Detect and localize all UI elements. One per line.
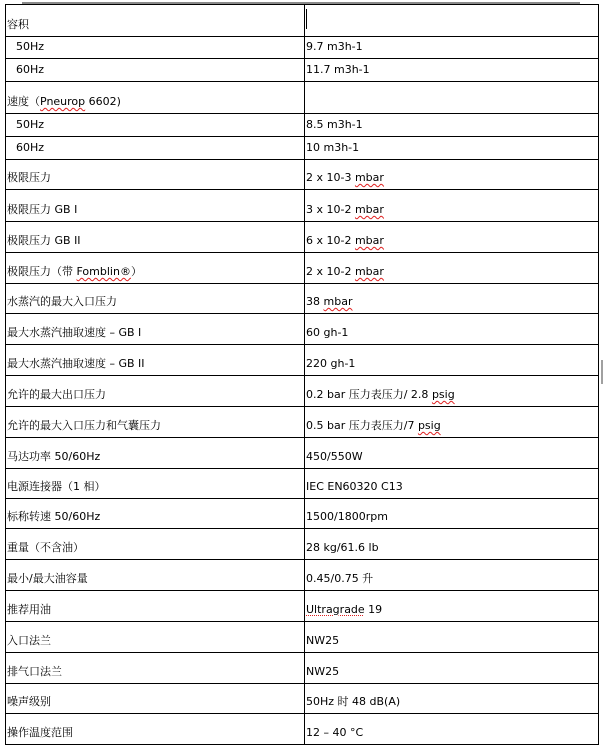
spec-value-cell[interactable] — [305, 160, 599, 190]
spec-value — [306, 171, 384, 189]
spec-label-cell[interactable] — [6, 529, 305, 560]
spec-value-cell[interactable] — [305, 591, 599, 622]
spec-label-cell[interactable] — [6, 407, 305, 438]
spec-value-cell[interactable] — [305, 314, 599, 345]
table-row — [6, 190, 599, 222]
spec-label-cell[interactable] — [6, 469, 305, 499]
table-row — [6, 591, 599, 622]
spec-value: 9.7 m3h-1 — [306, 40, 363, 53]
spec-value — [306, 603, 382, 621]
spellcheck-word: mbar — [354, 265, 384, 278]
spec-label-part: 极限压力（带 — [7, 265, 77, 278]
table-row — [6, 222, 599, 253]
spec-label: 操作温度范围 — [7, 726, 73, 739]
spec-label-cell[interactable] — [6, 314, 305, 345]
spec-label-cell[interactable] — [6, 137, 305, 160]
spec-value-cell[interactable] — [305, 114, 599, 137]
spec-label: 推荐用油 — [7, 603, 51, 616]
spellcheck-word: Fomblin® — [76, 265, 131, 278]
spec-label: 标称转速 50/60Hz — [7, 510, 101, 523]
spec-value-part: 19 — [364, 603, 383, 616]
spellcheck-word: mbar — [323, 295, 353, 308]
spellcheck-word: mbar — [354, 234, 384, 247]
spec-label-cell[interactable] — [6, 591, 305, 622]
spec-value: 8.5 m3h-1 — [306, 118, 363, 131]
spec-value-cell[interactable] — [305, 222, 599, 253]
table-row — [6, 345, 599, 376]
spec-value-part: 2 x 10-3 — [306, 171, 355, 184]
table-row — [6, 137, 599, 160]
spec-label: 60Hz — [16, 63, 45, 76]
scroll-mark — [601, 360, 603, 384]
spec-value-cell[interactable] — [305, 376, 599, 407]
spec-label: 噪声级别 — [7, 695, 51, 708]
spec-value-cell[interactable] — [305, 622, 599, 653]
spec-value-cell[interactable] — [305, 469, 599, 499]
spec-value: 50Hz 时 48 dB(A) — [306, 695, 401, 708]
table-row — [6, 82, 599, 114]
spellcheck-word: Ultragrade — [306, 603, 365, 616]
spec-value — [306, 203, 384, 221]
spec-label: 电源连接器（1 相） — [7, 480, 106, 493]
spec-label — [7, 95, 121, 113]
table-row — [6, 314, 599, 345]
spec-label: 最大水蒸汽抽取速度 – GB I — [7, 326, 142, 339]
spec-value-part: 6 x 10-2 — [306, 234, 355, 247]
spec-label: 允许的最大出口压力 — [7, 388, 106, 401]
table-row — [6, 499, 599, 529]
table-row — [6, 469, 599, 499]
spec-value-part: 0.5 bar 压力表压力/7 — [306, 419, 418, 432]
spec-label-cell[interactable] — [6, 190, 305, 222]
spellcheck-word: Pneurop — [40, 95, 86, 108]
spec-label-cell[interactable] — [6, 684, 305, 714]
spec-label: 50Hz — [16, 40, 45, 53]
spec-value-cell[interactable] — [305, 499, 599, 529]
spellcheck-word: mbar — [354, 203, 384, 216]
spec-table-body — [6, 5, 599, 745]
spec-label: 极限压力 GB II — [7, 234, 81, 247]
spec-value-part: 3 x 10-2 — [306, 203, 355, 216]
spellcheck-word: psig — [417, 419, 441, 432]
spec-label: 入口法兰 — [7, 634, 51, 647]
table-row — [6, 160, 599, 190]
spec-value: 450/550W — [306, 450, 363, 463]
table-row — [6, 407, 599, 438]
spec-label-part: 6602) — [85, 95, 121, 108]
spec-value-cell[interactable] — [305, 190, 599, 222]
spec-value-cell[interactable] — [305, 684, 599, 714]
spec-table — [5, 4, 599, 745]
spec-value-cell[interactable] — [305, 653, 599, 684]
spec-label-cell[interactable] — [6, 253, 305, 284]
spec-value: 60 gh-1 — [306, 326, 349, 339]
spec-value-part: 0.2 bar 压力表压力/ 2.8 — [306, 388, 432, 401]
spec-value: IEC EN60320 C13 — [306, 480, 403, 493]
table-row — [6, 253, 599, 284]
spec-label: 排气口法兰 — [7, 665, 62, 678]
spec-label-cell[interactable] — [6, 114, 305, 137]
table-row — [6, 376, 599, 407]
spec-label: 马达功率 50/60Hz — [7, 450, 101, 463]
spec-value-cell[interactable] — [305, 345, 599, 376]
spec-value — [306, 419, 441, 437]
spec-value: NW25 — [306, 665, 340, 678]
spec-value: 1500/1800rpm — [306, 510, 388, 523]
spec-label: 最小/最大油容量 — [7, 572, 88, 585]
spec-value: 11.7 m3h-1 — [306, 63, 370, 76]
spec-value-cell[interactable] — [305, 438, 599, 469]
spec-value: 220 gh-1 — [306, 357, 356, 370]
spec-value-cell[interactable] — [305, 82, 599, 114]
spec-value-cell[interactable] — [305, 253, 599, 284]
spec-label: 50Hz — [16, 118, 45, 131]
spec-value-cell[interactable] — [305, 714, 599, 745]
spec-label: 极限压力 GB I — [7, 203, 78, 216]
spec-value: 12 – 40 °C — [306, 726, 364, 739]
spec-label-cell[interactable] — [6, 82, 305, 114]
spec-label: 重量（不含油） — [7, 541, 84, 554]
spec-value — [306, 234, 384, 252]
table-row — [6, 714, 599, 745]
table-row — [6, 284, 599, 314]
spec-value: 0.45/0.75 升 — [306, 572, 374, 585]
spec-value-cell[interactable] — [305, 137, 599, 160]
spec-value-cell[interactable] — [305, 5, 599, 37]
spec-label-part: 速度（ — [7, 95, 40, 108]
spec-value-cell[interactable] — [305, 560, 599, 591]
spec-label-cell[interactable] — [6, 714, 305, 745]
table-row — [6, 684, 599, 714]
spec-value-cell[interactable] — [305, 529, 599, 560]
spec-label: 容积 — [7, 18, 29, 31]
spec-value — [306, 265, 384, 283]
table-row — [6, 529, 599, 560]
spec-label: 允许的最大入口压力和气囊压力 — [7, 419, 161, 432]
spec-label-cell[interactable] — [6, 160, 305, 190]
spec-label: 水蒸汽的最大入口压力 — [7, 295, 117, 308]
spec-label: 最大水蒸汽抽取速度 – GB II — [7, 357, 145, 370]
spec-value-part: 38 — [306, 295, 324, 308]
spec-value — [306, 295, 352, 313]
spec-label-cell[interactable] — [6, 37, 305, 59]
table-row — [6, 653, 599, 684]
spec-label-cell[interactable] — [6, 345, 305, 376]
spec-value: NW25 — [306, 634, 340, 647]
spec-label-cell[interactable] — [6, 653, 305, 684]
spec-value-cell[interactable] — [305, 59, 599, 82]
spec-label — [7, 265, 142, 283]
table-row — [6, 37, 599, 59]
spellcheck-word: psig — [431, 388, 455, 401]
spellcheck-word: mbar — [354, 171, 384, 184]
spec-label: 60Hz — [16, 141, 45, 154]
table-row — [6, 114, 599, 137]
spec-label-cell[interactable] — [6, 284, 305, 314]
spec-value-part: 2 x 10-2 — [306, 265, 355, 278]
spec-value: 28 kg/61.6 lb — [306, 541, 379, 554]
spec-label-cell[interactable] — [6, 622, 305, 653]
table-row — [6, 560, 599, 591]
spec-label-cell[interactable] — [6, 499, 305, 529]
spec-label-cell[interactable] — [6, 5, 305, 37]
table-row — [6, 59, 599, 82]
spec-value-cell[interactable] — [305, 284, 599, 314]
spec-label-cell[interactable] — [6, 560, 305, 591]
spec-value-cell[interactable] — [305, 407, 599, 438]
spec-label-cell[interactable] — [6, 438, 305, 469]
table-row — [6, 622, 599, 653]
spec-value: 10 m3h-1 — [306, 141, 360, 154]
spec-label: 极限压力 — [7, 171, 51, 184]
spec-label-cell[interactable] — [6, 59, 305, 82]
spec-value-cell[interactable] — [305, 37, 599, 59]
table-row — [6, 438, 599, 469]
spec-label-part: ） — [130, 265, 142, 278]
spec-value — [306, 388, 455, 406]
text-cursor — [306, 9, 307, 29]
spec-label-cell[interactable] — [6, 376, 305, 407]
table-row — [6, 5, 599, 37]
spec-label-cell[interactable] — [6, 222, 305, 253]
